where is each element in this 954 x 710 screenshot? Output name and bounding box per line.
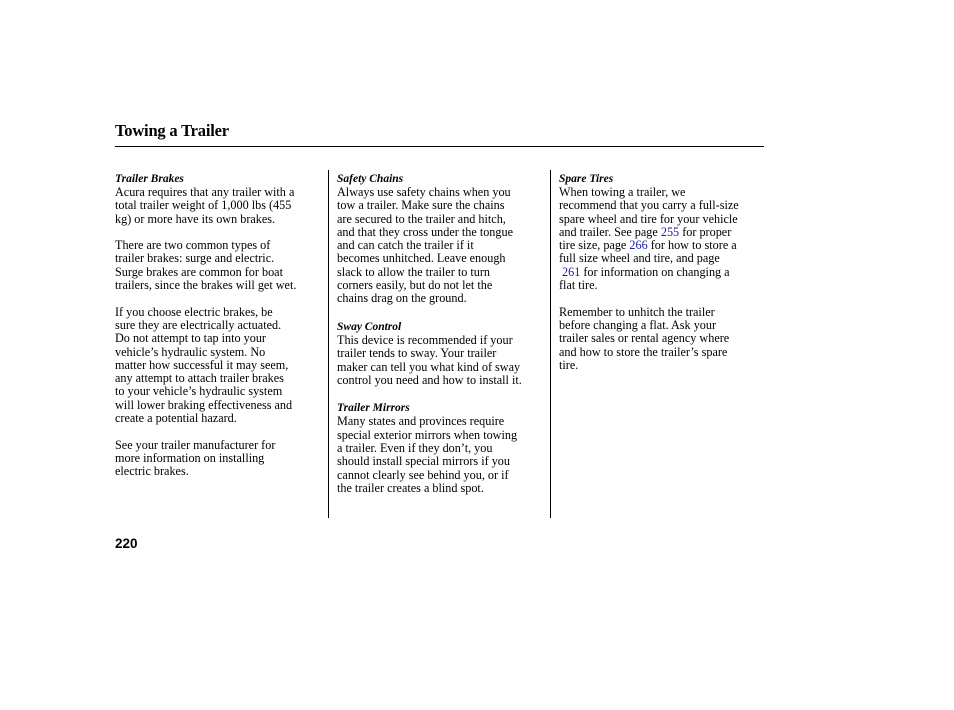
section-heading-safety-chains: Safety Chains <box>337 173 404 185</box>
text-line: Always use safety chains when you <box>337 185 511 199</box>
text-line: recommend that you carry a full-size <box>559 198 739 213</box>
text-line: are secured to the trailer and hitch, <box>337 211 506 226</box>
text-line: maker can tell you what kind of sway <box>337 359 521 374</box>
text-line: trailer brakes: surge and electric. <box>115 251 275 266</box>
text-line: any attempt to attach trailer brakes <box>115 371 284 386</box>
paragraph <box>115 239 321 292</box>
text-line: tire size, page <box>559 238 630 253</box>
text-line: a trailer. Even if they don’t, you <box>337 441 493 456</box>
text-line: kg) or more have its own brakes. <box>115 211 276 226</box>
text-line: Do not attempt to tap into your <box>115 331 266 346</box>
text-line: before changing a flat. Ask your <box>559 317 717 332</box>
text-line: Surge brakes are common for boat <box>115 264 283 279</box>
page-link-266[interactable]: 266 <box>629 238 648 253</box>
text-line: full size wheel and tire, and page <box>559 251 720 266</box>
text-line: cannot clearly see behind you, or if <box>337 467 509 482</box>
page-title: Towing a Trailer <box>115 121 229 140</box>
text-line: and trailer. See page <box>559 224 661 239</box>
text-line: When towing a trailer, we <box>559 185 686 199</box>
paragraph <box>337 186 543 306</box>
text-line: trailer sales or rental agency where <box>559 331 730 346</box>
paragraph <box>115 186 321 226</box>
text-line: more information on installing <box>115 450 265 465</box>
text-line: corners easily, but do not let the <box>337 278 493 293</box>
text-line: tire. <box>559 357 579 372</box>
text-line: Acura requires that any trailer with a <box>115 185 295 199</box>
column-divider <box>328 170 329 518</box>
column-chains-sway-mirrors <box>337 171 543 495</box>
text-line: should install special mirrors if you <box>337 454 510 469</box>
paragraph <box>115 439 321 479</box>
text-line: slack to allow the trailer to turn <box>337 264 490 279</box>
text-line: spare wheel and tire for your vehicle <box>559 211 738 226</box>
column-spare-tires <box>559 171 765 372</box>
text-line: electric brakes. <box>115 464 189 479</box>
text-line: control you need and how to install it. <box>337 372 522 387</box>
column-trailer-brakes <box>115 171 321 479</box>
text-line: trailer tends to sway. Your trailer <box>337 346 497 361</box>
paragraph <box>559 306 765 372</box>
text-line: and how to store the trailer’s spare <box>559 344 728 359</box>
section-heading-sway-control: Sway Control <box>337 320 402 333</box>
text-line: trailers, since the brakes will get wet. <box>115 278 297 293</box>
paragraph <box>337 415 543 495</box>
text-line: and that they cross under the tongue <box>337 224 513 239</box>
text-line: Remember to unhitch the trailer <box>559 304 715 319</box>
page-link-261[interactable]: 261 <box>562 264 581 279</box>
page-number: 220 <box>115 536 138 551</box>
section-heading-trailer-brakes: Trailer Brakes <box>115 173 184 185</box>
column-divider <box>550 170 551 518</box>
text-line: vehicle’s hydraulic system. No <box>115 344 266 359</box>
paragraph <box>337 334 543 387</box>
text-line: matter how successful it may seem, <box>115 357 289 372</box>
text-line: create a potential hazard. <box>115 411 237 426</box>
text-line: for proper <box>679 224 732 239</box>
text-line: for information on changing a <box>580 264 730 279</box>
paragraph <box>559 186 765 292</box>
text-line: the trailer creates a blind spot. <box>337 480 484 495</box>
paragraph <box>115 306 321 426</box>
text-line: If you choose electric brakes, be <box>115 304 273 319</box>
text-line: will lower braking effectiveness and <box>115 397 293 412</box>
text-line: sure they are electrically actuated. <box>115 317 282 332</box>
text-line: There are two common types of <box>115 238 271 253</box>
title-rule <box>115 146 764 147</box>
page-link-255[interactable]: 255 <box>660 224 680 239</box>
text-line: becomes unhitched. Leave enough <box>337 251 506 266</box>
text-line: for how to store a <box>647 238 737 253</box>
section-heading-spare-tires: Spare Tires <box>559 173 614 185</box>
text-line: and can catch the trailer if it <box>337 238 474 253</box>
text-line: tow a trailer. Make sure the chains <box>337 198 505 213</box>
text-line: See your trailer manufacturer for <box>115 437 276 452</box>
text-line: to your vehicle’s hydraulic system <box>115 384 283 399</box>
text-line: This device is recommended if your <box>337 332 513 347</box>
text-line: chains drag on the ground. <box>337 291 467 306</box>
text-line: total trailer weight of 1,000 lbs (455 <box>115 198 292 213</box>
text-line: flat tire. <box>559 278 598 293</box>
text-line: special exterior mirrors when towing <box>337 427 518 442</box>
text-line: Many states and provinces require <box>337 414 505 429</box>
section-heading-trailer-mirrors: Trailer Mirrors <box>337 402 410 415</box>
